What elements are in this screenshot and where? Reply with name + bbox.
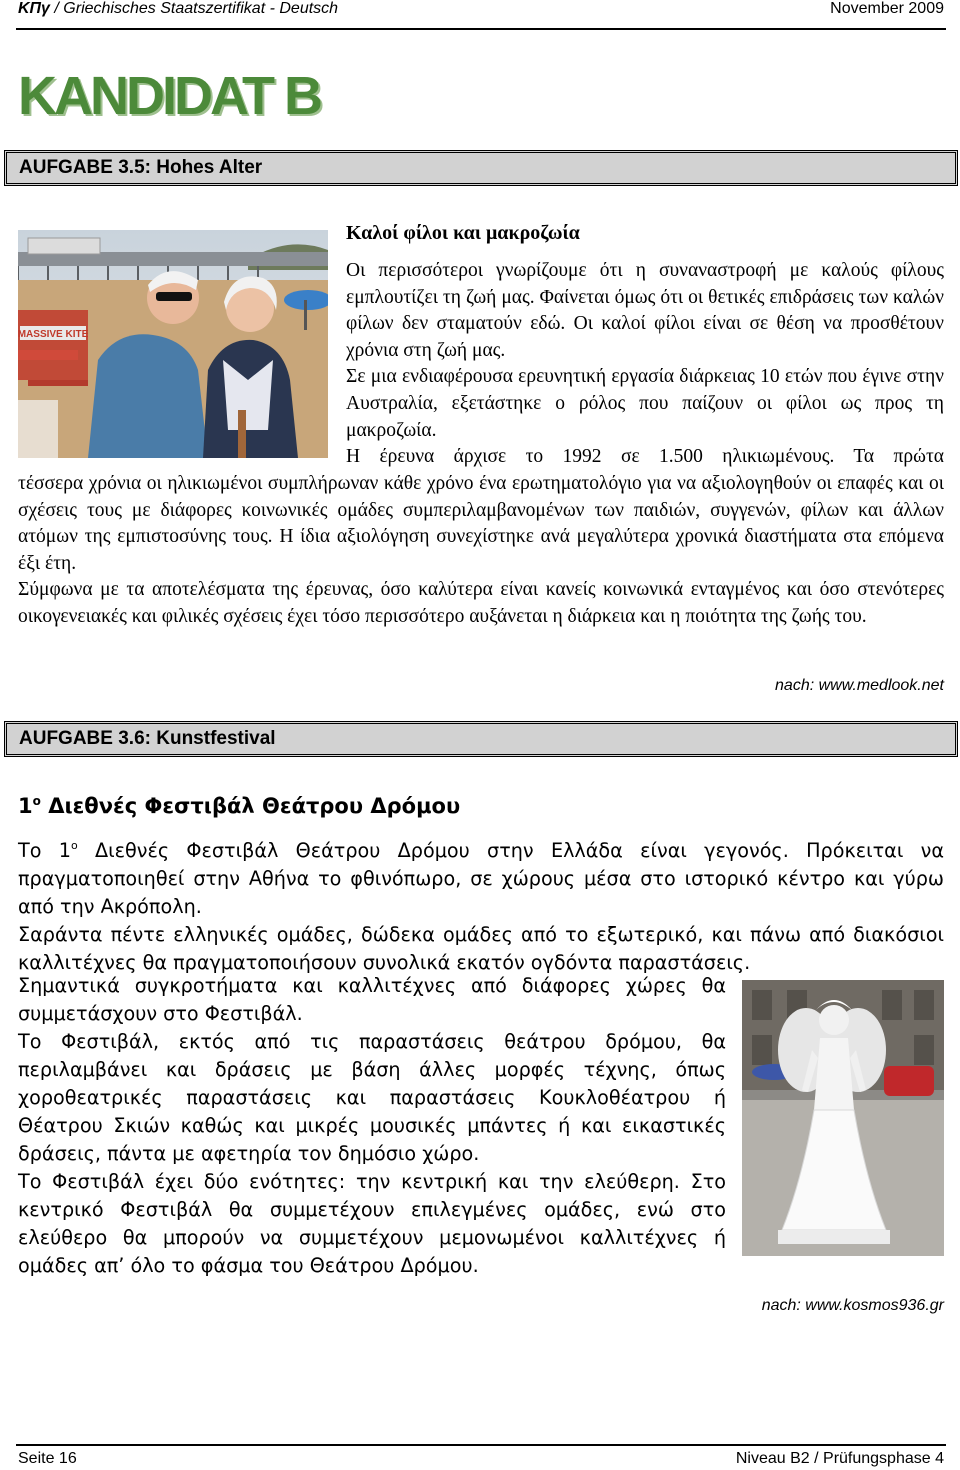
article-2-para-3: Σημαντικά συγκροτήματα και καλλιτέχνες από διάφορες χώρες θα συμμετάσχουν στο Φεστιβάλ. [18, 974, 726, 1025]
page-footer [16, 1444, 946, 1467]
page-header [16, 0, 946, 30]
article-1-para-3-start: Η έρευνα άρχισε το 1992 σε 1.500 ηλικιωμένους. Τα πρώτα [346, 446, 944, 468]
task-36-title: Kunstfestival [156, 728, 276, 749]
task-36-label: AUFGABE 3.6: [19, 728, 151, 749]
elderly-couple-photo [18, 230, 328, 458]
task-36-bar [4, 721, 958, 757]
elderly-couple-illustration [18, 230, 328, 458]
task-35-label: AUFGABE 3.5: [19, 157, 151, 178]
article-2-title-num: 1 [18, 794, 33, 818]
article-2-title-sup: ο [32, 794, 41, 808]
article-2-para-2: Σαράντα πέντε ελληνικές ομάδες, δώδεκα ομάδες από το εξωτερικό, και πάνω από διακόσιοι καλλιτέχνες θα πραγματοποιήσουν συνολικά εκατόν ογδόντα παραστάσεις. [18, 923, 944, 974]
article-1-para-3-rest: τέσσερα χρόνια οι ηλικιωμένοι συμπλήρωναν κάθε χρόνο ένα ερωτηματολόγιο για να αξιολογηθούν οι επαφές και οι σχέσεις τους με διάφορες κοινωνικές ομάδες συμπεριλαμβανομένων των παιδιών, συγγενών, φίλων και άλλων ατόμων της εμπιστοσύνης τους. Η ίδια αξιολόγηση συνεχίστηκε ανά μεγαλύτερα χρονικά διαστήματα στα επόμενα έξι έτη. [18, 473, 944, 574]
header-left [18, 0, 338, 17]
article-2-title-text: Διεθνές Φεστιβάλ Θεάτρου Δρόμου [48, 794, 461, 818]
article-2-narrow-text [18, 972, 726, 1280]
article-1-top-text [346, 258, 944, 471]
source-kosmos: nach: www.kosmos936.gr [761, 1297, 944, 1314]
living-statue-photo [742, 980, 944, 1256]
article-1-para-4: Σύμφωνα με τα αποτελέσματα της έρευνας, όσο καλύτερα είναι κανείς κοινωνικά ενταγμένος και όσο στενότερες οικογενειακές και φιλικές σχέσεις έχει τόσο περισσότερο αυξάνεται η διάρκεια και η ποιότητα της ζωής του. [18, 579, 944, 627]
article-2-title [18, 794, 460, 818]
footer-level: Niveau B2 / Prüfungsphase 4 [735, 1450, 944, 1467]
article-2-para-4: Το Φεστιβάλ, εκτός από τις παραστάσεις θεάτρου δρόμου, θα περιλαμβάνει και δράσεις με βάση άλλες μορφές τέχνης, όπως χοροθεατρικές παραστάσεις και παραστάσεις Κουκλοθέατρου ή Θέατρου Σκιών καθώς και μικρές μουσικές μπάντες ή και εικαστικές δράσεις, πάντα με αφετηρία τον δημόσιο χώρο. [18, 1030, 726, 1165]
article-2-para-1-pre: Το 1 [18, 839, 71, 862]
article-1-para-2: Σε μια ενδιαφέρουσα ερευνητική εργασία διάρκειας 10 ετών που έγινε στην Αυστραλία, εξετάστηκε ο ρόλος που παίζουν οι φίλοι ως προς τη μακροζωία. [346, 366, 944, 441]
header-org: ΚΠγ [18, 0, 50, 17]
header-subtitle: Griechisches Staatszertifikat - Deutsch [63, 0, 339, 17]
article-2-para-1-sup: ο [70, 839, 78, 852]
article-2-para-1 [18, 832, 944, 921]
article-2-para-5: Το Φεστιβάλ έχει δύο ενότητες: την κεντρική και την ελεύθερη. Στο κεντρικό Φεστιβάλ θα συμμετέχουν επιλεγμένες ομάδες, ενώ στο ελεύθερο θα μπορούν να συμμετέχουν μεμονωμένοι καλλιτέχνες ή ομάδες απ’ όλο το φάσμα του Θεάτρου Δρόμου. [18, 1170, 726, 1277]
article-1-para-1: Οι περισσότεροι γνωρίζουμε ότι η συναναστροφή με καλούς φίλους εμπλουτίζει τη ζωή μας. Φαίνεται όμως ότι οι θετικές επιδράσεις των καλών φίλων δεν σταματούν εδώ. Οι καλοί φίλοι είναι σε θέση να προσθέτουν χρόνια στη ζωή μας. [346, 260, 944, 361]
header-separator: / [54, 0, 59, 17]
header-date: November 2009 [830, 0, 944, 17]
candidate-heading: KANDIDAT B [18, 66, 320, 126]
article-2-para-1-text: Διεθνές Φεστιβάλ Θεάτρου Δρόμου στην Ελλάδα είναι γεγονός. Πρόκειται να πραγματοποιηθεί στην Αθήνα το φθινόπωρο, σε χώρους μέσα στο ιστορικό κέντρο και γύρω από την Ακρόπολη. [18, 839, 944, 918]
article-1-full-text [18, 471, 944, 631]
footer-page-number: Seite 16 [18, 1450, 77, 1467]
kite-sign-text: MASSIVE KITE [18, 329, 89, 340]
task-35-bar [4, 150, 958, 186]
article-2-full-text [18, 832, 944, 977]
source-medlook: nach: www.medlook.net [775, 677, 944, 694]
task-35-title: Hohes Alter [156, 157, 263, 178]
living-statue-illustration [742, 980, 944, 1256]
article-1-title: Καλοί φίλοι και μακροζωία [346, 222, 580, 244]
